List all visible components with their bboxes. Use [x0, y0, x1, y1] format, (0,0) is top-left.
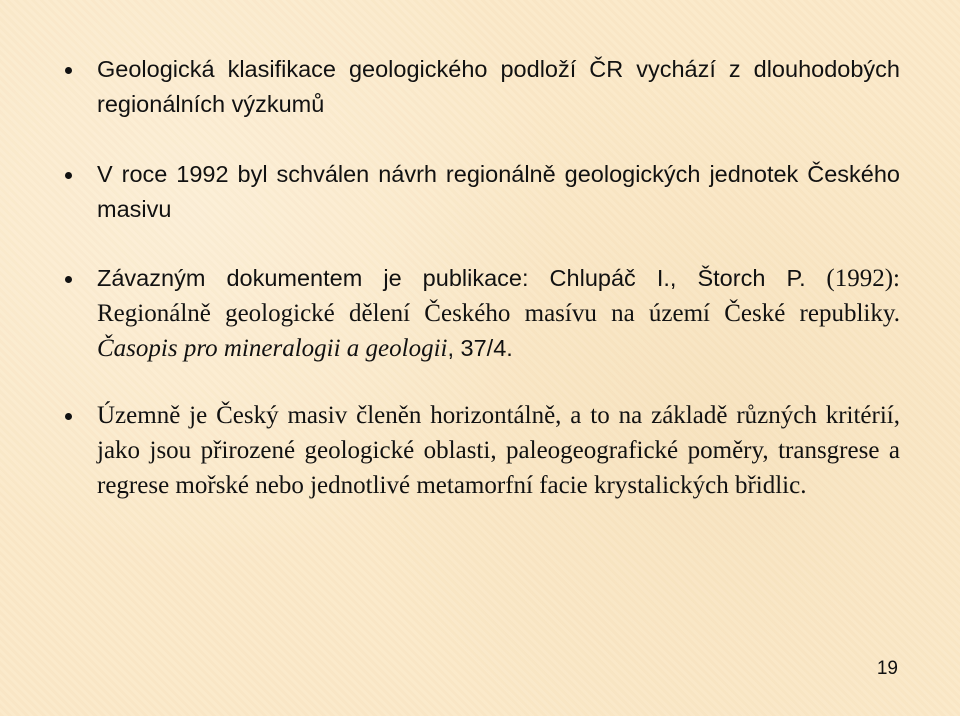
bullet-item — [52, 261, 900, 366]
journal-title: Časopis pro mineralogii a geologii — [97, 335, 448, 362]
citation-lead: Závazným dokumentem je publikace: Chlupáč I., Štorch P. — [97, 265, 806, 291]
citation-details: (1992): Regionálně geologické dělení Českého masívu na území České republiky. — [97, 265, 900, 327]
bullet-list — [52, 52, 900, 503]
bullet-dot-icon — [65, 276, 72, 283]
bullet-item — [52, 157, 900, 227]
bullet-text — [97, 261, 900, 366]
journal-volume: , 37/4. — [447, 335, 513, 361]
bullet-item — [52, 398, 900, 503]
bullet-dot-icon — [65, 67, 72, 74]
bullet-dot-icon — [65, 413, 72, 420]
bullet-text: Geologická klasifikace geologického podloží ČR vychází z dlouhodobých regionálních výzkumů — [97, 56, 900, 117]
bullet-text: Územně je Český masiv členěn horizontálně, a to na základě různých kritérií, jako jsou přirozené geologické oblasti, paleogeografické poměry, transgrese a regrese mořské nebo jednotlivé metamorfní facie krystalických břidlic. — [97, 402, 900, 499]
page-number: 19 — [876, 658, 898, 679]
bullet-text: V roce 1992 byl schválen návrh regionálně geologických jednotek Českého masivu — [97, 161, 900, 222]
bullet-item — [52, 52, 900, 122]
bullet-dot-icon — [65, 172, 72, 179]
